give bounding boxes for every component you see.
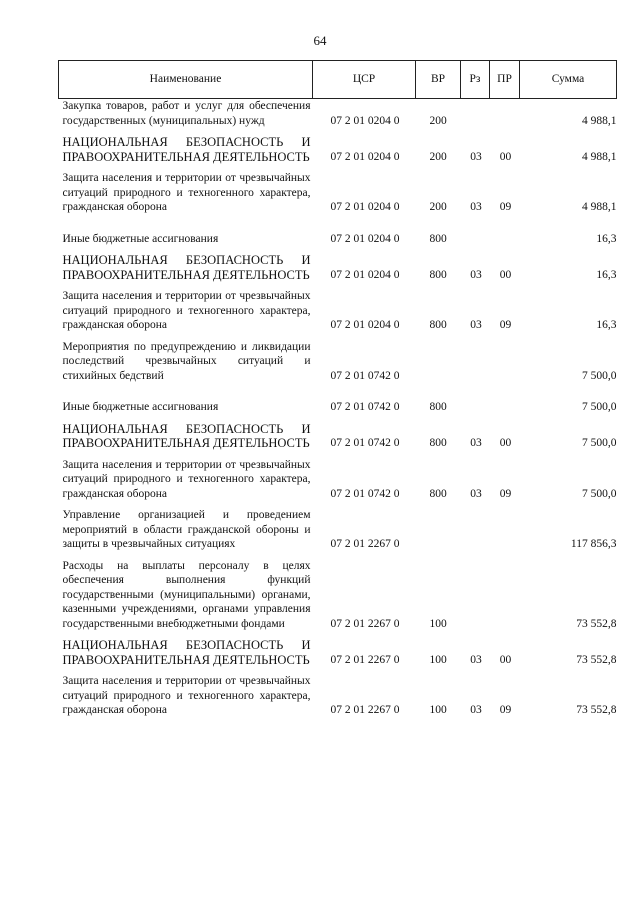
- row-rz: [461, 557, 490, 637]
- row-sum: 117 856,3: [570, 538, 617, 550]
- header-pr: ПР: [490, 61, 520, 99]
- row-name: НАЦИОНАЛЬНАЯ БЕЗОПАСНОСТЬ И ПРАВООХРАНИТЕЛЬНАЯ ДЕЯТЕЛЬНОСТЬ: [62, 638, 311, 667]
- row-csr: 07 2 01 0204 0: [330, 114, 400, 127]
- row-rz: 03: [470, 201, 482, 213]
- row-pr: 00: [499, 437, 512, 449]
- row-name: Защита населения и территории от чрезвычайных ситуаций природного и техногенного характера, гражданская оборона: [62, 290, 311, 331]
- table-header-row: [59, 61, 617, 99]
- row-vr: 800: [429, 319, 447, 331]
- row-rz: [461, 388, 490, 420]
- row-pr: [490, 506, 520, 557]
- row-csr: 07 2 01 2267 0: [330, 653, 400, 666]
- row-sum: 73 552,8: [576, 653, 617, 666]
- row-name: Мероприятия по предупреждению и ликвидации последствий чрезвычайных ситуаций и стихийных бедствий: [62, 340, 311, 382]
- table-row: [59, 388, 617, 420]
- row-name: Иные бюджетные ассигнования: [62, 232, 219, 245]
- table-row: [59, 338, 617, 389]
- row-pr: 00: [499, 268, 512, 281]
- row-name: НАЦИОНАЛЬНАЯ БЕЗОПАСНОСТЬ И ПРАВООХРАНИТЕЛЬНАЯ ДЕЯТЕЛЬНОСТЬ: [62, 253, 311, 282]
- row-sum: 4 988,1: [582, 201, 617, 213]
- row-csr: 07 2 01 0742 0: [330, 487, 400, 500]
- row-rz: [461, 99, 490, 134]
- row-sum: 7 500,0: [582, 437, 617, 449]
- header-rz: Рз: [461, 61, 490, 99]
- row-vr: 800: [429, 401, 447, 413]
- row-csr: 07 2 01 0204 0: [330, 319, 400, 331]
- row-sum: 16,3: [596, 268, 617, 281]
- row-vr: [416, 506, 461, 557]
- row-sum: 7 500,0: [582, 401, 617, 413]
- row-vr: 100: [429, 617, 447, 630]
- row-name: НАЦИОНАЛЬНАЯ БЕЗОПАСНОСТЬ И ПРАВООХРАНИТЕЛЬНАЯ ДЕЯТЕЛЬНОСТЬ: [62, 135, 311, 164]
- row-name: Защита населения и территории от чрезвычайных ситуаций природного и техногенного характера, гражданская оборона: [62, 172, 311, 213]
- row-name: Защита населения и территории от чрезвычайных ситуаций природного и техногенного характера, гражданская оборона: [62, 675, 311, 716]
- row-pr: 00: [499, 653, 512, 666]
- budget-table: [58, 60, 617, 723]
- row-name: НАЦИОНАЛЬНАЯ БЕЗОПАСНОСТЬ И ПРАВООХРАНИТЕЛЬНАЯ ДЕЯТЕЛЬНОСТЬ: [62, 421, 311, 450]
- row-sum: 7 500,0: [582, 369, 617, 382]
- table-row: [59, 672, 617, 723]
- row-pr: 00: [499, 150, 512, 163]
- row-pr: 09: [499, 487, 512, 500]
- row-csr: 07 2 01 0204 0: [330, 232, 400, 245]
- row-sum: 73 552,8: [576, 704, 617, 716]
- row-rz: 03: [470, 268, 482, 281]
- row-csr: 07 2 01 0742 0: [330, 401, 400, 413]
- row-vr: 800: [429, 232, 447, 245]
- row-vr: 800: [429, 268, 447, 281]
- row-vr: 200: [429, 201, 447, 213]
- row-csr: 07 2 01 2267 0: [330, 617, 400, 630]
- row-vr: [416, 338, 461, 389]
- table-row: [59, 99, 617, 134]
- row-csr: 07 2 01 2267 0: [330, 704, 400, 716]
- table-row: [59, 220, 617, 252]
- table-row: [59, 420, 617, 456]
- table-row: [59, 251, 617, 287]
- row-rz: 03: [470, 487, 482, 500]
- row-rz: 03: [470, 319, 482, 331]
- header-name: Наименование: [59, 61, 313, 99]
- row-csr: 07 2 01 0742 0: [330, 369, 400, 382]
- row-csr: 07 2 01 0204 0: [330, 201, 400, 213]
- row-vr: 200: [429, 114, 447, 127]
- row-sum: 4 988,1: [582, 150, 617, 163]
- row-pr: 09: [499, 201, 512, 213]
- row-rz: 03: [470, 150, 482, 163]
- page-number: 64: [313, 33, 327, 48]
- row-pr: 09: [499, 319, 512, 331]
- row-pr: [490, 99, 520, 134]
- table-row: [59, 133, 617, 169]
- row-rz: 03: [470, 437, 482, 449]
- row-rz: 03: [470, 704, 482, 716]
- header-sum: Сумма: [520, 61, 617, 99]
- row-vr: 100: [429, 704, 447, 716]
- row-name: Защита населения и территории от чрезвычайных ситуаций природного и техногенного характера, гражданская оборона: [62, 458, 311, 500]
- row-sum: 7 500,0: [582, 487, 617, 500]
- table-row: [59, 506, 617, 557]
- row-sum: 4 988,1: [582, 114, 617, 127]
- header-vr: ВР: [416, 61, 461, 99]
- row-name: Управление организацией и проведением мероприятий в области гражданской обороны и защиты в чрезвычайных ситуациях: [62, 509, 311, 550]
- row-sum: 73 552,8: [576, 617, 617, 630]
- row-csr: 07 2 01 0742 0: [330, 437, 400, 449]
- row-pr: 09: [499, 704, 512, 716]
- row-pr: [490, 388, 520, 420]
- row-vr: 800: [429, 437, 447, 449]
- row-rz: [461, 338, 490, 389]
- row-rz: [461, 506, 490, 557]
- table-row: [59, 169, 617, 220]
- row-sum: 16,3: [596, 319, 617, 331]
- row-pr: [490, 557, 520, 637]
- table-row: [59, 636, 617, 672]
- row-vr: 200: [429, 150, 447, 163]
- table-row: [59, 557, 617, 637]
- row-vr: 800: [429, 487, 447, 500]
- row-csr: 07 2 01 0204 0: [330, 150, 400, 163]
- row-vr: 100: [429, 653, 447, 666]
- row-csr: 07 2 01 2267 0: [330, 538, 400, 550]
- table-row: [59, 456, 617, 507]
- row-pr: [490, 338, 520, 389]
- row-rz: [461, 220, 490, 252]
- row-pr: [490, 220, 520, 252]
- row-name: Закупка товаров, работ и услуг для обеспечения государственных (муниципальных) нужд: [62, 100, 311, 127]
- row-name: Иные бюджетные ассигнования: [62, 401, 219, 413]
- row-csr: 07 2 01 0204 0: [330, 268, 400, 281]
- row-rz: 03: [470, 653, 482, 666]
- row-sum: 16,3: [596, 232, 617, 245]
- header-csr: ЦСР: [313, 61, 416, 99]
- row-name: Расходы на выплаты персоналу в целях обеспечения выполнения функций государственными (муниципальными) органами, казенными учреждениями, органами управления государственными внебюджетными фондами: [62, 559, 311, 630]
- table-row: [59, 287, 617, 338]
